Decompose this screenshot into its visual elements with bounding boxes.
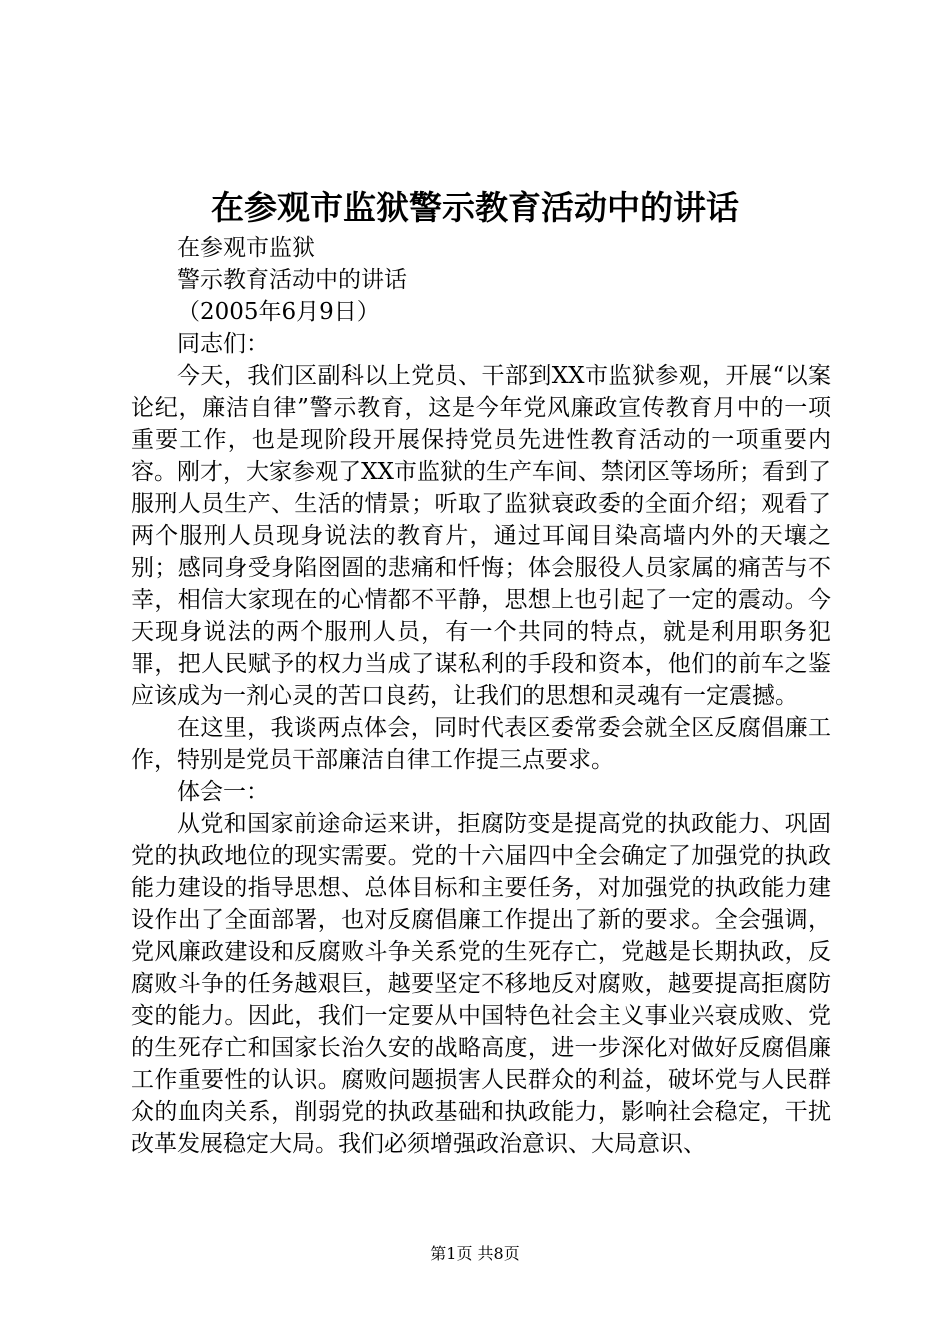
paragraph-section-1: 从党和国家前途命运来讲，拒腐防变是提高党的执政能力、巩固党的执政地位的现实需要。党的十六届四中全会确定了加强党的执政能力建设的指导思想、总体目标和主要任务，对加强党的执政能力建设作出了全面部署，也对反腐倡廉工作提出了新的要求。全会强调，党风廉政建设和反腐败斗争关系党的生死存亡，党越是长期执政，反腐败斗争的任务越艰巨，越要坚定不移地反对腐败，越要提高拒腐防变的能力。因此，我们一定要从中国特色社会主义事业兴衰成败、党的生死存亡和国家长治久安的战略高度，进一步深化对做好反腐倡廉工作重要性的认识。腐败问题损害人民群众的利益，破坏党与人民群众的血肉关系，削弱党的执政基础和执政能力，影响社会稳定，干扰改革发展稳定大局。我们必须增强政治意识、大局意识、 [131,811,831,1157]
salutation: 同志们： [177,331,269,357]
subtitle-line-2: 警示教育活动中的讲话 [177,267,407,293]
document-title: 在参观市监狱警示教育活动中的讲话 [211,188,739,227]
page-number-footer: 第1页 共8页 [430,1244,520,1263]
section-heading-1: 体会一： [177,779,269,805]
paragraph-overview: 在这里，我谈两点体会，同时代表区委常委会就全区反腐倡廉工作，特别是党员干部廉洁自律工作提三点要求。 [131,715,831,773]
speech-date: （2005年6月9日） [177,299,380,325]
subtitle-line-1: 在参观市监狱 [177,235,315,261]
document-body [131,232,831,1160]
paragraph-intro: 今天，我们区副科以上党员、干部到XX市监狱参观，开展“以案论纪，廉洁自律”警示教育，这是今年党风廉政宣传教育月中的一项重要工作，也是现阶段开展保持党员先进性教育活动的一项重要内容。刚才，大家参观了XX市监狱的生产车间、禁闭区等场所；看到了服刑人员生产、生活的情景；听取了监狱衰政委的全面介绍；观看了两个服刑人员现身说法的教育片，通过耳闻目染高墙内外的天壤之别；感同身受身陷囹圄的悲痛和忏悔；体会服役人员家属的痛苦与不幸，相信大家现在的心情都不平静，思想上也引起了一定的震动。今天现身说法的两个服刑人员，有一个共同的特点，就是利用职务犯罪，把人民赋予的权力当成了谋私利的手段和资本，他们的前车之鉴应该成为一剂心灵的苦口良药，让我们的思想和灵魂有一定震撼。 [131,363,831,709]
